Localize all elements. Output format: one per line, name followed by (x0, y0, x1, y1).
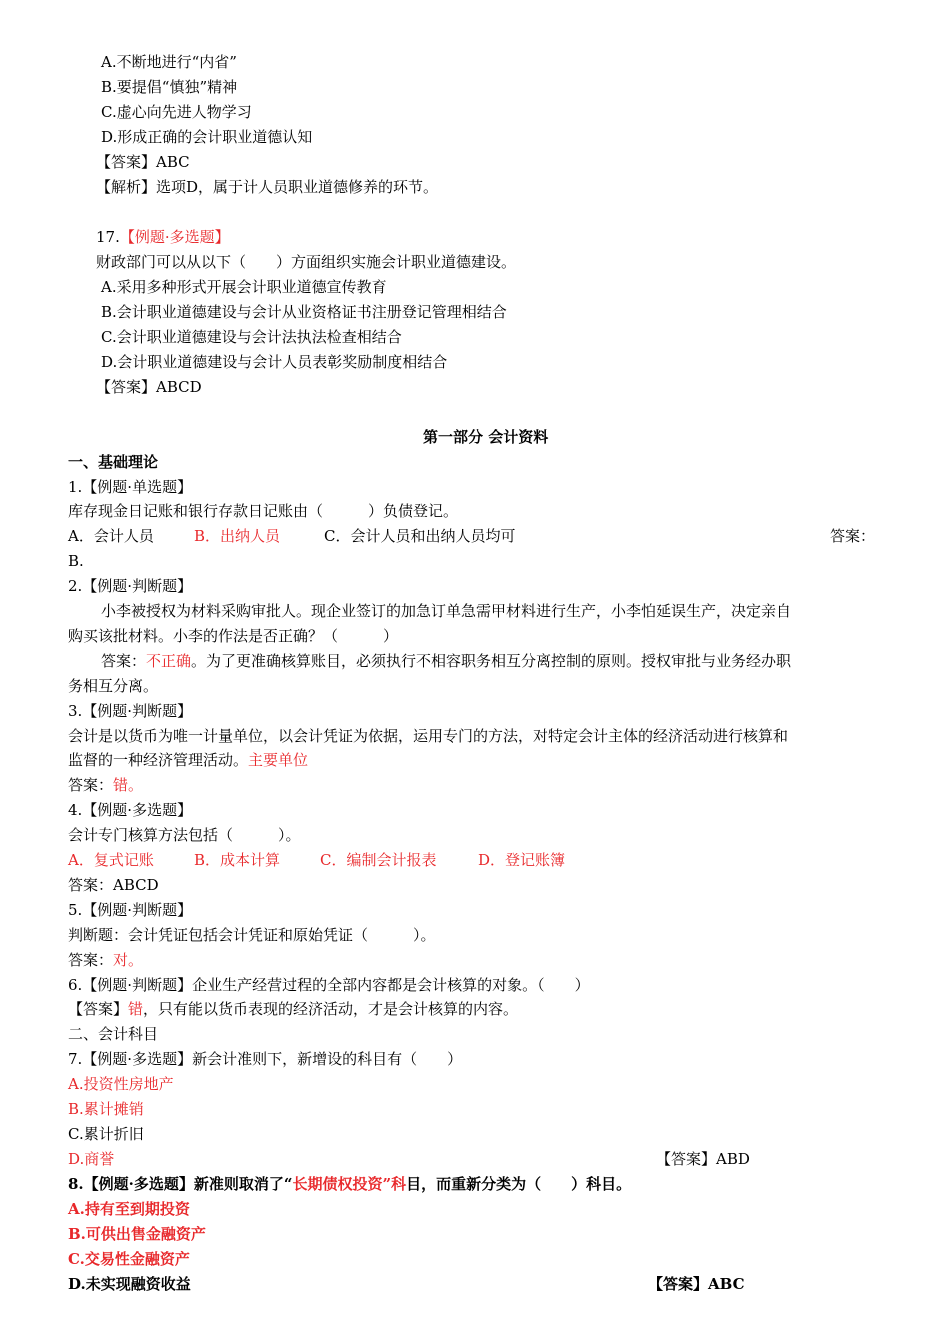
p2-answer-label: 答案： (101, 652, 147, 670)
p2-answer-line2: 务相互分离。 (68, 677, 159, 695)
q16-option-b: B.要提倡“慎独”精神 (101, 78, 238, 96)
p2-answer-verdict: 不正确 (146, 652, 192, 670)
p1-stem: 库存现金日记账和银行存款日记账由（ ）负债登记。 (68, 502, 459, 520)
q17-stem: 财政部门可以从以下（ ）方面组织实施会计职业道德建设。 (96, 253, 517, 271)
p7-option-c: C.累计折旧 (68, 1125, 144, 1143)
q16-option-a: A.不断地进行“内省” (101, 53, 237, 71)
p8-stem-post: 目，而重新分类为（ ）科目。 (406, 1175, 632, 1193)
p1-option-c: C．会计人员和出纳人员均可 (324, 527, 516, 545)
q17-option-a: A.采用多种形式开展会计职业道德宣传教育 (101, 278, 387, 296)
p6-answer (68, 999, 518, 1019)
p7-option-a: A.投资性房地产 (68, 1075, 174, 1093)
q17-option-c: C.会计职业道德建设与会计法执法检查相结合 (101, 328, 402, 346)
q16-option-d: D.形成正确的会计职业道德认知 (101, 128, 313, 146)
p5-answer (68, 950, 143, 970)
q17-answer: 【答案】ABCD (96, 378, 202, 396)
p3-answer-label: 答案： (68, 776, 114, 794)
p3-answer-verdict: 错。 (113, 776, 144, 794)
p2-answer-text: 。为了更准确核算账目，必须执行不相容职务相互分离控制的原则。授权审批与业务经办职 (191, 652, 792, 670)
p3-stem-text: 监督的一种经济管理活动。 (68, 751, 249, 769)
q16-option-c: C.虚心向先进人物学习 (101, 103, 252, 121)
p1-option-b: B．出纳人员 (194, 527, 281, 545)
q17-option-d: D.会计职业道德建设与会计人员表彰奖励制度相结合 (101, 353, 448, 371)
p4-stem: 会计专门核算方法包括（ ）。 (68, 826, 301, 844)
p1-option-a: A．会计人员 (68, 527, 154, 545)
p4-option-d: D．登记账簿 (478, 851, 566, 869)
p4-option-c: C．编制会计报表 (320, 851, 437, 869)
p7-option-d: D.商誉 (68, 1150, 115, 1168)
p8-stem-highlight: 长期债权投资”科 (292, 1175, 407, 1193)
q16-answer: 【答案】ABC (96, 153, 190, 171)
p2-heading: 2.【例题·判断题】 (68, 577, 193, 595)
p1-heading: 1.【例题·单选题】 (68, 478, 193, 496)
p6-stem: 6.【例题·判断题】企业生产经营过程的全部内容都是会计核算的对象。（ ） (68, 976, 590, 994)
p6-answer-text: ，只有能以货币表现的经济活动，才是会计核算的内容。 (143, 1000, 519, 1018)
q17-number: 17. (96, 228, 120, 246)
p8-answer: 【答案】ABC (648, 1275, 745, 1293)
p1-answer-label: 答案： (830, 527, 876, 545)
p8-option-b: B.可供出售金融资产 (68, 1225, 206, 1243)
p3-stem-line1: 会计是以货币为唯一计量单位，以会计凭证为依据，运用专门的方法，对特定会计主体的经济活动进行核算和 (68, 727, 789, 745)
section-heading-basic-theory: 一、基础理论 (68, 453, 159, 471)
p8-option-c: C.交易性金融资产 (68, 1250, 190, 1268)
p8-stem (68, 1174, 631, 1194)
p8-option-d: D.未实现融资收益 (68, 1275, 191, 1293)
q17-tag: 【例题·多选题】 (119, 228, 230, 246)
p5-answer-verdict: 对。 (113, 951, 144, 969)
p3-heading: 3.【例题·判断题】 (68, 702, 193, 720)
p4-option-a: A．复式记账 (68, 851, 154, 869)
section-heading-accounts: 二、会计科目 (68, 1025, 159, 1043)
p2-stem-line1: 小李被授权为材料采购审批人。现企业签订的加急订单急需甲材料进行生产，小李怕延误生产，决定亲自 (101, 602, 792, 620)
p8-stem-pre: 8.【例题·多选题】新准则取消了“ (68, 1175, 293, 1193)
p7-stem: 7.【例题·多选题】新会计准则下，新增设的科目有（ ） (68, 1050, 463, 1068)
p4-option-b: B．成本计算 (194, 851, 281, 869)
q16-analysis: 【解析】选项D，属于计人员职业道德修养的环节。 (96, 178, 439, 196)
p2-answer-line1 (101, 651, 791, 671)
p2-stem-line2: 购买该批材料。小李的作法是否正确？（ ） (68, 627, 399, 645)
p5-heading: 5.【例题·判断题】 (68, 901, 193, 919)
p4-heading: 4.【例题·多选题】 (68, 801, 193, 819)
p5-stem: 判断题：会计凭证包括会计凭证和原始凭证（ ）。 (68, 926, 436, 944)
p3-stem-line2 (68, 750, 308, 770)
p1-answer-value: B. (68, 552, 84, 570)
p7-answer: 【答案】ABD (656, 1150, 750, 1168)
p3-answer (68, 775, 143, 795)
p7-option-b: B.累计摊销 (68, 1100, 144, 1118)
p4-answer: 答案：ABCD (68, 876, 159, 894)
p5-answer-label: 答案： (68, 951, 114, 969)
part-title: 第一部分 会计资料 (423, 428, 549, 446)
q17-heading (96, 227, 230, 247)
q17-option-b: B.会计职业道德建设与会计从业资格证书注册登记管理相结合 (101, 303, 507, 321)
p6-answer-label: 【答案】 (68, 1000, 129, 1018)
p8-option-a: A.持有至到期投资 (68, 1200, 190, 1218)
p3-stem-note: 主要单位 (248, 751, 309, 769)
p6-answer-verdict: 错 (128, 1000, 144, 1018)
